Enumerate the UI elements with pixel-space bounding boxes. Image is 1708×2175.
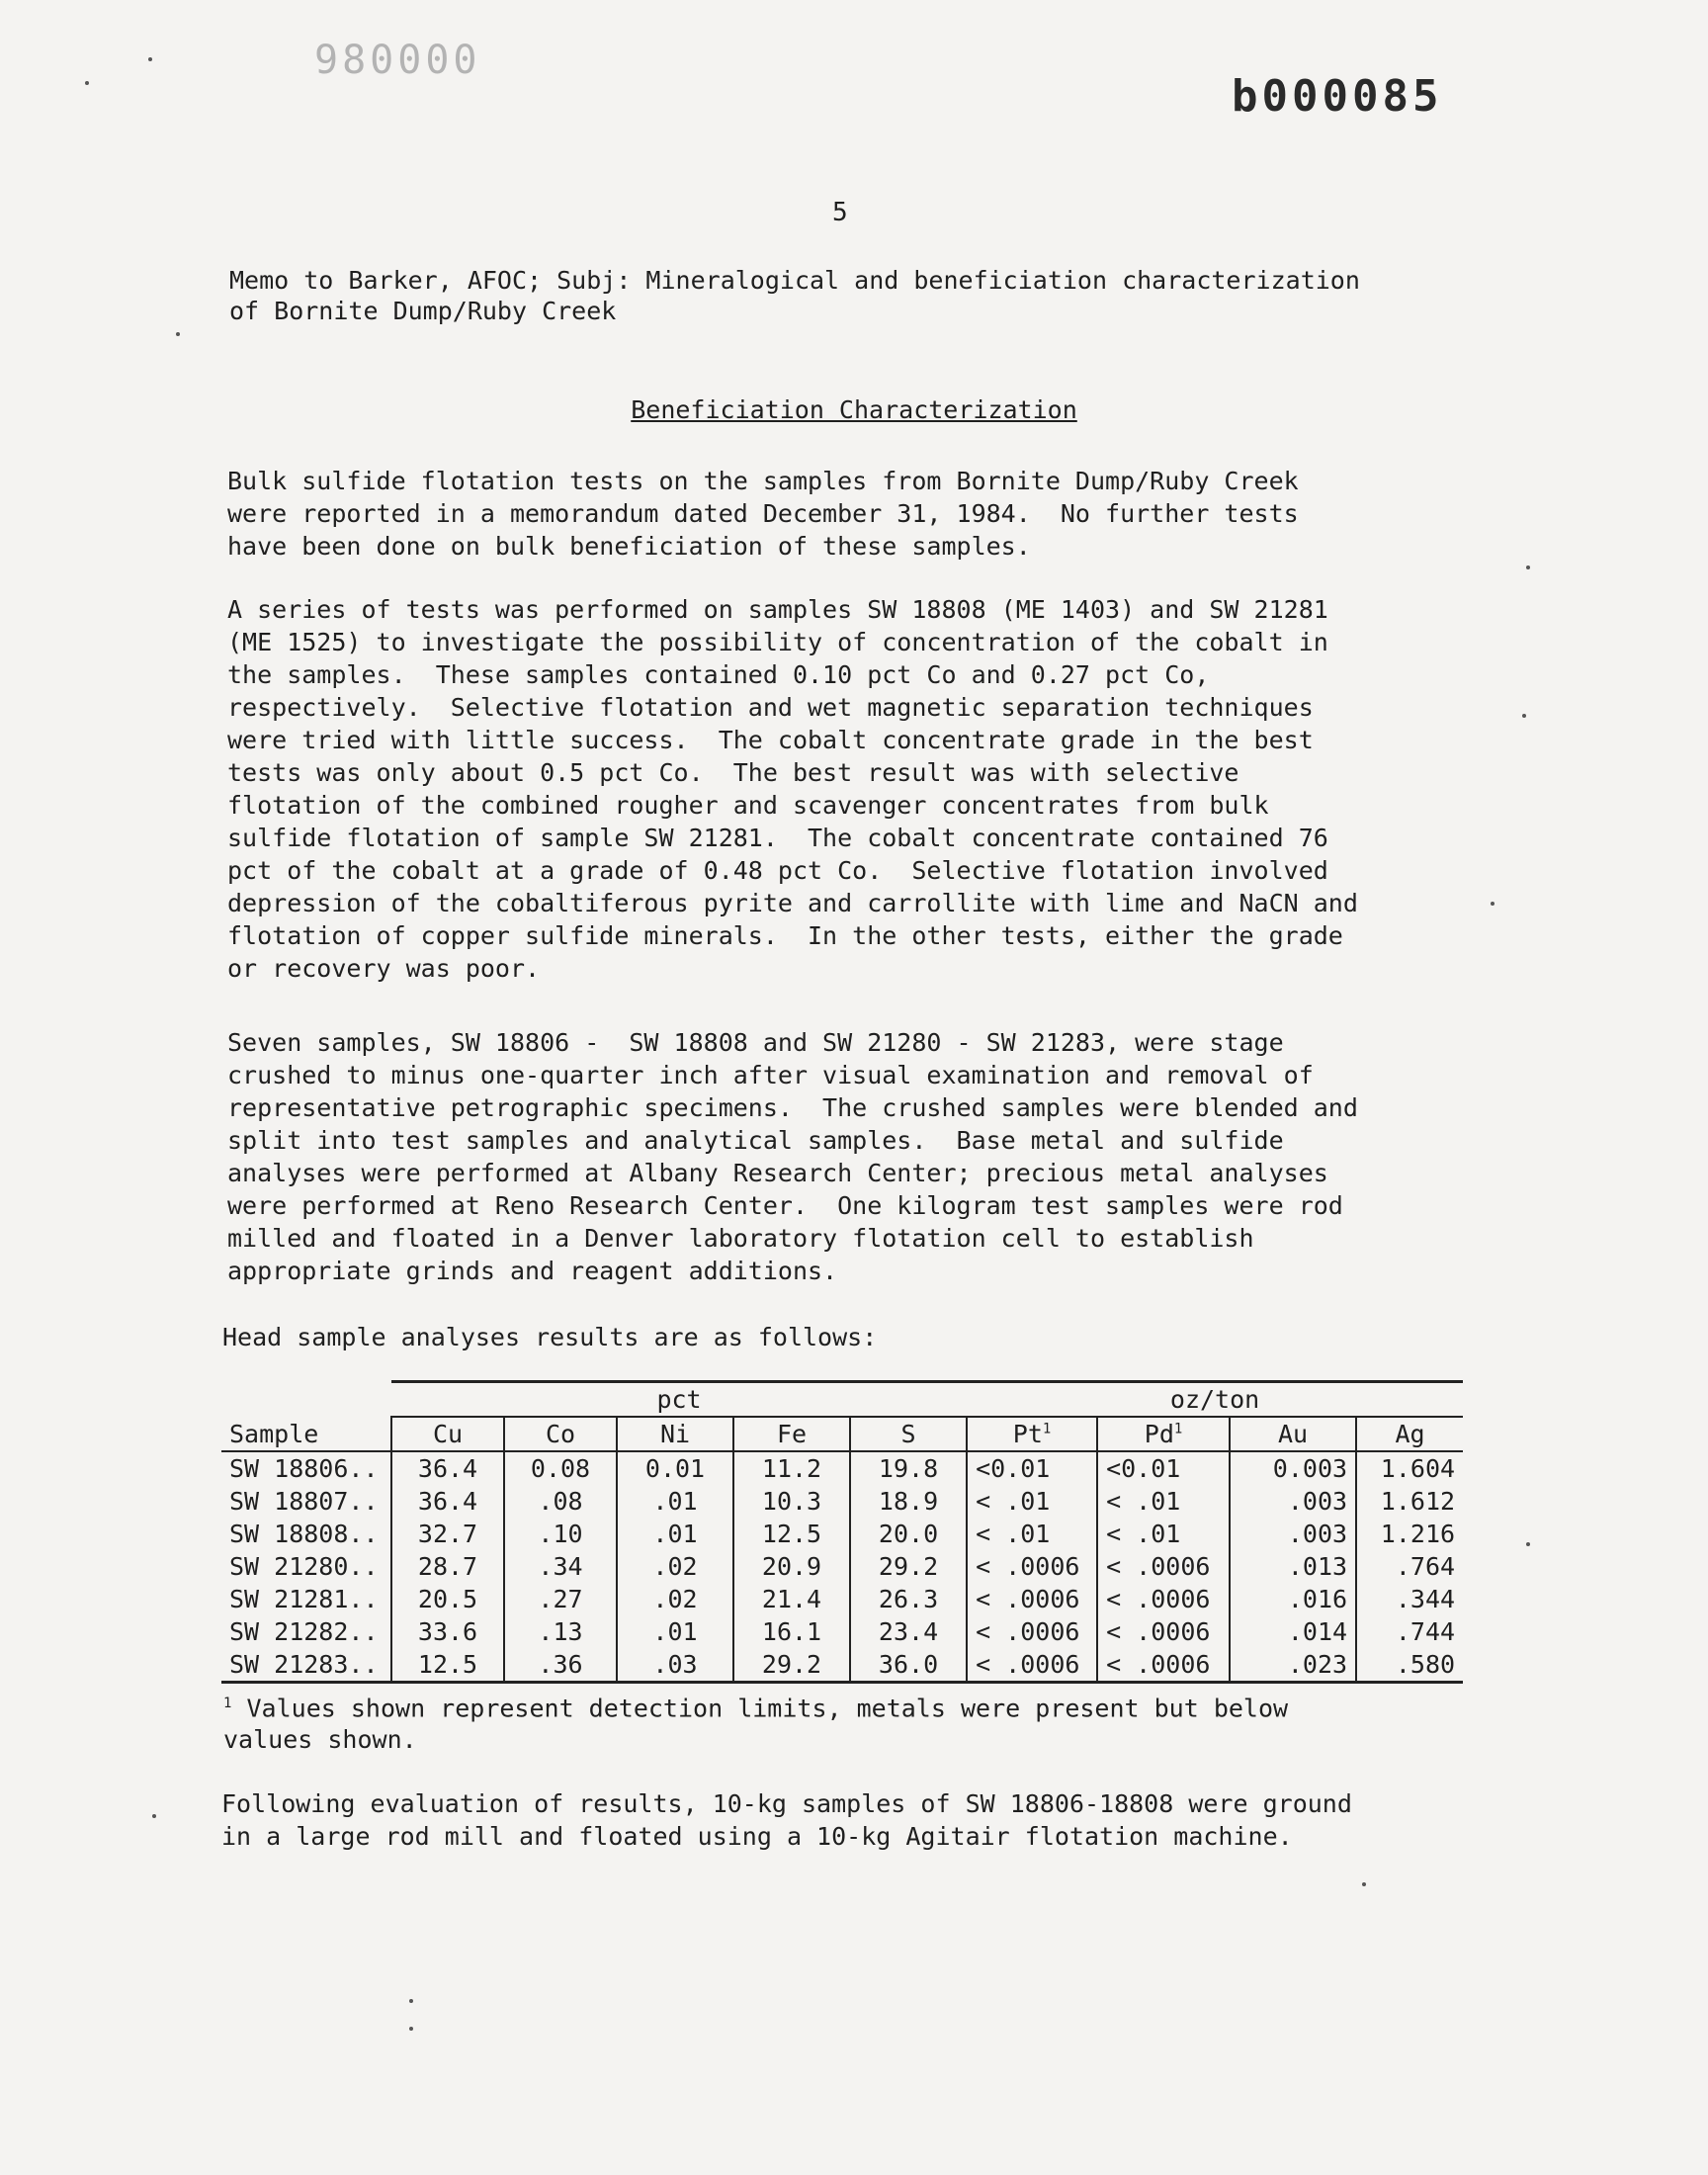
paragraph-bulk-flotation: Bulk sulfide flotation tests on the samples from Bornite Dump/Ruby Creek were reported in a memorandum dated December 31, 1984. No further tests have been done on bulk beneficiation of these samples. xyxy=(227,467,1299,561)
cell-pd: < .0006 xyxy=(1097,1583,1230,1615)
cell-au: .016 xyxy=(1230,1583,1356,1615)
scan-speck xyxy=(152,1814,156,1818)
cell-au: .003 xyxy=(1230,1485,1356,1518)
cell-sample: SW 18808.. xyxy=(229,1520,379,1548)
cell-ni: .02 xyxy=(617,1550,733,1583)
table-row xyxy=(221,1615,1463,1648)
cell-ag: 1.604 xyxy=(1356,1451,1463,1485)
cell-s: 18.9 xyxy=(850,1485,967,1518)
cell-fe: 21.4 xyxy=(733,1583,850,1615)
cell-s: 20.0 xyxy=(850,1518,967,1550)
cell-au: .014 xyxy=(1230,1615,1356,1648)
scan-speck xyxy=(409,2027,413,2031)
cell-s: 29.2 xyxy=(850,1550,967,1583)
column-header-pd-label: Pd xyxy=(1144,1420,1174,1448)
cell-ag: 1.612 xyxy=(1356,1485,1463,1518)
column-header-pt-label: Pt xyxy=(1012,1420,1043,1448)
cell-co: .10 xyxy=(504,1518,617,1550)
paragraph-closing: Following evaluation of results, 10-kg samples of SW 18806-18808 were ground in a large rod mill and floated using a 10-kg Agitair flotation machine. xyxy=(221,1789,1352,1851)
footnote-mark-pd: 1 xyxy=(1173,1421,1183,1437)
cell-fe: 10.3 xyxy=(733,1485,850,1518)
cell-cu: 28.7 xyxy=(391,1550,504,1583)
cell-s: 26.3 xyxy=(850,1583,967,1615)
cell-co: .36 xyxy=(504,1648,617,1683)
column-header-au: Au xyxy=(1230,1417,1356,1451)
cell-au: 0.003 xyxy=(1230,1451,1356,1485)
cell-cu: 36.4 xyxy=(391,1451,504,1485)
cell-sample: SW 21282.. xyxy=(229,1617,379,1646)
footnote-mark-pt: 1 xyxy=(1042,1421,1052,1437)
archive-stamp-right: b000085 xyxy=(1232,71,1443,122)
archive-stamp-left: 980000 xyxy=(314,38,481,83)
cell-pd: < .0006 xyxy=(1097,1550,1230,1583)
column-header-s: S xyxy=(850,1417,967,1451)
cell-cu: 32.7 xyxy=(391,1518,504,1550)
cell-sample: SW 18807.. xyxy=(229,1487,379,1516)
section-title: Beneficiation Characterization xyxy=(631,395,1077,424)
scan-speck xyxy=(176,332,180,336)
cell-ni: .01 xyxy=(617,1485,733,1518)
table-row xyxy=(221,1518,1463,1550)
column-header-ag: Ag xyxy=(1356,1417,1463,1451)
cell-pt: < .0006 xyxy=(967,1583,1097,1615)
cell-pd: <0.01 xyxy=(1097,1451,1230,1485)
scan-speck xyxy=(1526,566,1530,569)
table-footnote xyxy=(223,1688,1508,1756)
cell-fe: 20.9 xyxy=(733,1550,850,1583)
cell-fe: 12.5 xyxy=(733,1518,850,1550)
cell-cu: 33.6 xyxy=(391,1615,504,1648)
cell-ni: .01 xyxy=(617,1518,733,1550)
cell-au: .023 xyxy=(1230,1648,1356,1683)
table-intro: Head sample analyses results are as follows: xyxy=(222,1323,878,1351)
cell-cu: 36.4 xyxy=(391,1485,504,1518)
cell-s: 19.8 xyxy=(850,1451,967,1485)
scan-speck xyxy=(85,81,89,85)
paragraph-sample-preparation: Seven samples, SW 18806 - SW 18808 and SW 21280 - SW 21283, were stage crushed to minus one-quarter inch after visual examination and removal of representative petrographic specimens. The crushed samples were blended and split into test samples and analytical samples. Base metal and sulfide analyses were performed at Albany Research Center; precious metal analyses were performed at Reno Research Center. One kilogram test samples were rod milled and floated in a Denver laboratory flotation cell to establish appropriate grinds and reagent additions. xyxy=(227,1028,1358,1285)
cell-co: .27 xyxy=(504,1583,617,1615)
cell-fe: 11.2 xyxy=(733,1451,850,1485)
table-row xyxy=(221,1583,1463,1615)
scan-speck xyxy=(1491,902,1494,906)
cell-cu: 20.5 xyxy=(391,1583,504,1615)
column-header-sample: Sample xyxy=(229,1419,319,1448)
cell-ag: .580 xyxy=(1356,1648,1463,1683)
paragraph-cobalt-tests: A series of tests was performed on samples SW 18808 (ME 1403) and SW 21281 (ME 1525) to investigate the possibility of concentration of the cobalt in the samples. These samples contained 0.10 pct Co and 0.27 pct Co, respectively. Selective flotation and wet magnetic separation techniques were tried with little success. The cobalt concentrate grade in the best tests was only about 0.5 pct Co. The best result was with selective flotation of the combined rougher and scavenger concentrates from bulk sulfide flotation of sample SW 21281. The cobalt concentrate contained 76 pct of the cobalt at a grade of 0.48 pct Co. Selective flotation involved depression of the cobaltiferous pyrite and carrollite with lime and NaCN and flotation of copper sulfide minerals. In the other tests, either the grade or recovery was poor. xyxy=(227,595,1358,983)
table-corner xyxy=(221,1382,391,1418)
column-header-cu: Cu xyxy=(391,1417,504,1451)
cell-s: 23.4 xyxy=(850,1615,967,1648)
cell-ag: .764 xyxy=(1356,1550,1463,1583)
cell-pd: < .0006 xyxy=(1097,1615,1230,1648)
cell-ag: .744 xyxy=(1356,1615,1463,1648)
footnote-text: Values shown represent detection limits, metals were present but below values shown. xyxy=(223,1694,1289,1755)
cell-sample: SW 21283.. xyxy=(221,1648,391,1683)
column-header-ni: Ni xyxy=(617,1417,733,1451)
table-row xyxy=(221,1648,1463,1683)
scan-speck xyxy=(409,1999,413,2003)
footnote-mark: 1 xyxy=(223,1696,232,1711)
memo-header: Memo to Barker, AFOC; Subj: Mineralogical and beneficiation characterization of Bornite Dump/Ruby Creek xyxy=(229,266,1360,325)
cell-pt: < .0006 xyxy=(967,1648,1097,1683)
cell-sample: SW 18806.. xyxy=(221,1451,391,1485)
cell-ni: .02 xyxy=(617,1583,733,1615)
scan-speck xyxy=(148,57,152,61)
cell-pd: < .0006 xyxy=(1097,1648,1230,1683)
cell-pt: <0.01 xyxy=(967,1451,1097,1485)
cell-ag: 1.216 xyxy=(1356,1518,1463,1550)
cell-ni: .01 xyxy=(617,1615,733,1648)
scan-speck xyxy=(1526,1542,1530,1546)
column-header-pt xyxy=(967,1417,1097,1451)
group-header-oz-ton: oz/ton xyxy=(967,1382,1463,1418)
cell-co: .08 xyxy=(504,1485,617,1518)
column-header-fe: Fe xyxy=(733,1417,850,1451)
cell-pt: < .0006 xyxy=(967,1615,1097,1648)
cell-pd: < .01 xyxy=(1097,1485,1230,1518)
cell-pt: < .0006 xyxy=(967,1550,1097,1583)
table-row xyxy=(221,1451,1463,1485)
cell-pt: < .01 xyxy=(967,1485,1097,1518)
table-row xyxy=(221,1550,1463,1583)
cell-s: 36.0 xyxy=(850,1648,967,1683)
cell-ag: .344 xyxy=(1356,1583,1463,1615)
scan-speck xyxy=(1522,714,1526,718)
cell-sample: SW 21281.. xyxy=(229,1585,379,1613)
column-header-co: Co xyxy=(504,1417,617,1451)
cell-co: 0.08 xyxy=(504,1451,617,1485)
group-header-pct: pct xyxy=(391,1382,967,1418)
cell-pt: < .01 xyxy=(967,1518,1097,1550)
cell-sample: SW 21280.. xyxy=(229,1552,379,1581)
head-sample-table xyxy=(221,1380,1463,1684)
cell-co: .34 xyxy=(504,1550,617,1583)
cell-au: .003 xyxy=(1230,1518,1356,1550)
column-header-pd xyxy=(1097,1417,1230,1451)
cell-co: .13 xyxy=(504,1615,617,1648)
scan-speck xyxy=(1362,1882,1366,1886)
cell-ni: .03 xyxy=(617,1648,733,1683)
cell-fe: 29.2 xyxy=(733,1648,850,1683)
cell-pd: < .01 xyxy=(1097,1518,1230,1550)
cell-cu: 12.5 xyxy=(391,1648,504,1683)
cell-au: .013 xyxy=(1230,1550,1356,1583)
page-number: 5 xyxy=(832,198,848,227)
cell-ni: 0.01 xyxy=(617,1451,733,1485)
table-row xyxy=(221,1485,1463,1518)
cell-fe: 16.1 xyxy=(733,1615,850,1648)
